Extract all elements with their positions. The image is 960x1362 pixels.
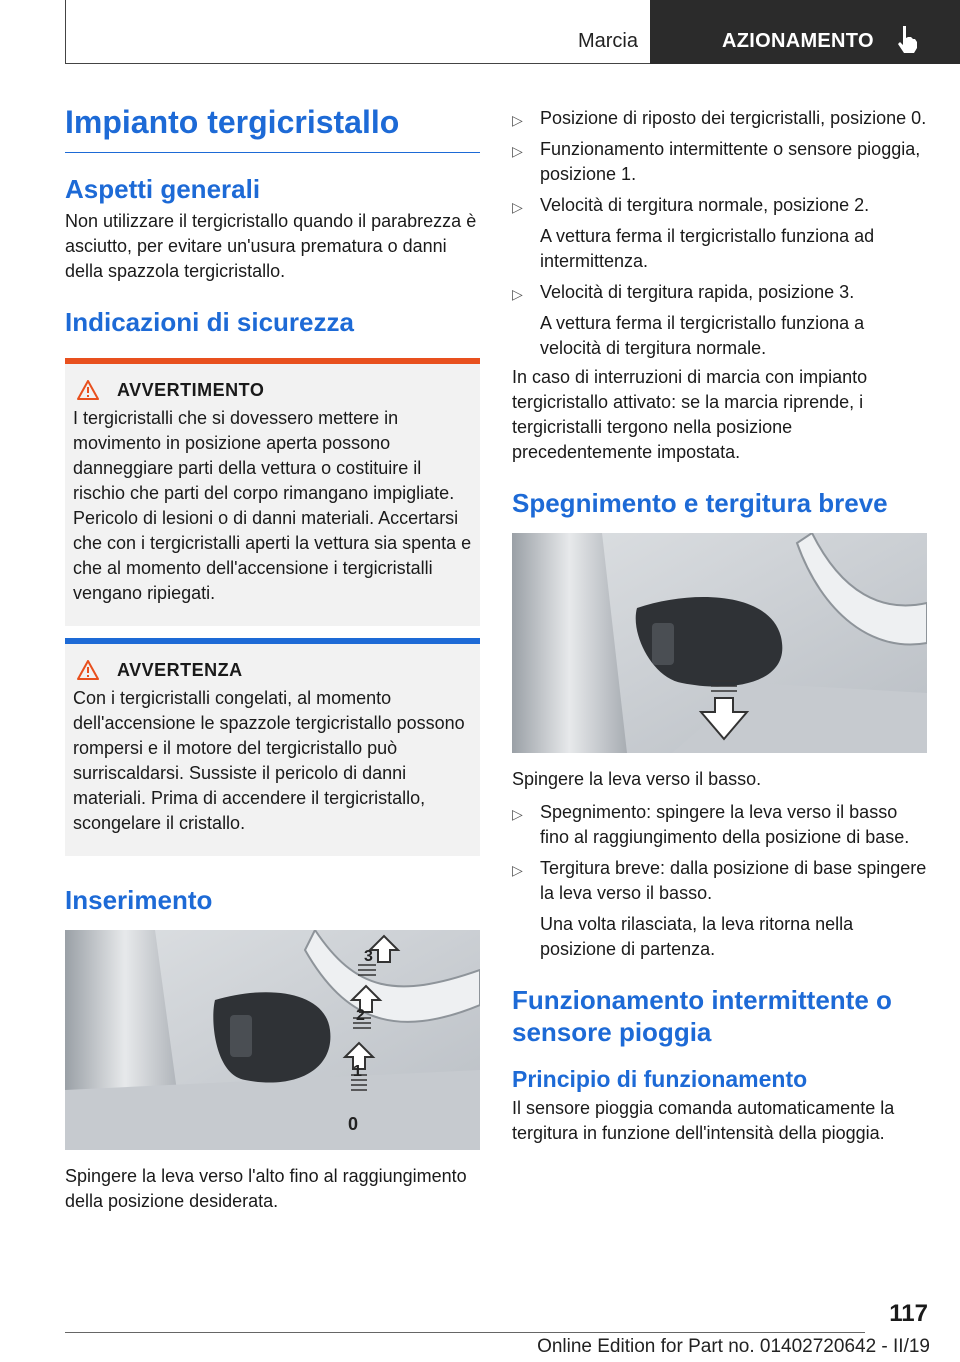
warning-title-2 (73, 656, 472, 684)
position-list (512, 106, 927, 361)
list-item: ▷ Tergitura breve: dalla posizione di base spingere la leva verso il basso. Una volta rilasciata, la leva ritorna nella posizione di partenza. (512, 856, 927, 962)
list-item: ▷ Posizione di riposto dei tergicristalli, posizione 0. (512, 106, 927, 131)
principle-heading: Principio di funzionamento (512, 1066, 808, 1092)
footer-edition: Online Edition for Part no. 01402720642 - II/19 (537, 1336, 930, 1357)
list-item-note: A vettura ferma il tergicristallo funziona a velocità di tergitura normale. (540, 313, 865, 358)
off-heading: Spegnimento e tergitura breve (512, 488, 888, 518)
footer-rule (65, 1332, 865, 1333)
figure-label-1: 1 (353, 1063, 362, 1080)
header-left-rule (65, 0, 66, 64)
left-column (65, 100, 480, 1214)
page-number: 117 (889, 1300, 928, 1327)
list-item: ▷ Funzionamento intermittente o sensore pioggia, posizione 1. (512, 139, 921, 184)
warning-triangle-icon (77, 660, 99, 680)
triangle-bullet-icon: ▷ (512, 806, 523, 822)
safety-heading: Indicazioni di sicurezza (65, 307, 354, 337)
header-chapter-label: AZIONAMENTO (722, 30, 874, 52)
list-item: ▷ Spegnimento: spingere la leva verso il basso fino al raggiungimento della posizione di base. (512, 802, 910, 847)
right-column (512, 100, 927, 1146)
lever-up-illustration (65, 930, 480, 1150)
principle-text: Il sensore pioggia comanda automaticamente la tergitura in funzione dell'intensità della pioggia. (512, 1098, 895, 1143)
header-section-label: Marcia (577, 30, 638, 52)
lever-down-illustration (512, 533, 927, 753)
list-item: ▷ Velocità di tergitura rapida, posizione 3. A vettura ferma il tergicristallo funziona a velocità di tergitura normale. (512, 280, 927, 361)
list-item-note: A vettura ferma il tergicristallo funziona ad intermittenza. (540, 226, 875, 271)
interrupt-text: In caso di interruzioni di marcia con impianto tergicristallo attivato: se la marcia riprende, i tergicristalli tergono nella posizione precedentemente impostata. (512, 367, 868, 462)
insert-caption: Spingere la leva verso l'alto fino al raggiungimento della posizione desiderata. (65, 1166, 467, 1211)
rain-heading: Funzionamento intermittente o sensore pioggia (512, 985, 892, 1047)
lever-up-figure (65, 930, 480, 1150)
page-title: Impianto tergicristallo (65, 104, 400, 140)
triangle-bullet-icon: ▷ (512, 199, 523, 215)
insert-heading: Inserimento (65, 885, 213, 915)
off-list (512, 800, 927, 962)
figure-label-3: 3 (364, 948, 373, 965)
triangle-bullet-icon: ▷ (512, 286, 523, 302)
list-item: ▷ Velocità di tergitura normale, posizione 2. A vettura ferma il tergicristallo funziona ad intermittenza. (512, 193, 927, 274)
warning-box-2 (65, 638, 480, 856)
hand-pointer-icon (895, 24, 919, 54)
warning-text-2: Con i tergicristalli congelati, al momento dell'accensione le spazzole tergicristallo possono rompersi e il motore del tergicristallo può surriscaldarsi. Sussiste il pericolo di danni materiali. Prima di accendere il tergicristallo, scongelare il cristallo. (73, 688, 465, 833)
warning-triangle-icon (77, 380, 99, 400)
off-caption: Spingere la leva verso il basso. (512, 769, 762, 789)
header-chapter-tab (650, 0, 960, 64)
triangle-bullet-icon: ▷ (512, 143, 523, 159)
warning-title-text-2: AVVERTENZA (117, 659, 243, 680)
warning-title-1 (73, 376, 472, 404)
warning-title-text-1: AVVERTIMENTO (117, 379, 265, 400)
list-item-note: Una volta rilasciata, la leva ritorna nella posizione di partenza. (540, 914, 854, 959)
warning-box-1 (65, 358, 480, 626)
title-rule (65, 152, 480, 153)
lever-down-figure (512, 533, 927, 753)
triangle-bullet-icon: ▷ (512, 112, 523, 128)
triangle-bullet-icon: ▷ (512, 862, 523, 878)
warning-text-1: I tergicristalli che si dovessero mettere in movimento in posizione aperta possono danneggiare parti della vettura o costituire il rischio che parti del corpo rimangano impigliate. Pericolo di lesioni o di danni materiali. Accertarsi che con i tergicristalli aperti la vettura sia spenta e che al momento dell'accensione i tergicristalli vengano ripiegati. (73, 408, 472, 603)
figure-label-0: 0 (348, 1114, 359, 1134)
general-text: Non utilizzare il tergicristallo quando il parabrezza è asciutto, per evitare un'usura prematura o danni della spazzola tergicristallo. (65, 211, 477, 281)
figure-label-2: 2 (356, 1007, 365, 1024)
header-bottom-rule (65, 63, 650, 64)
general-heading: Aspetti generali (65, 174, 261, 204)
